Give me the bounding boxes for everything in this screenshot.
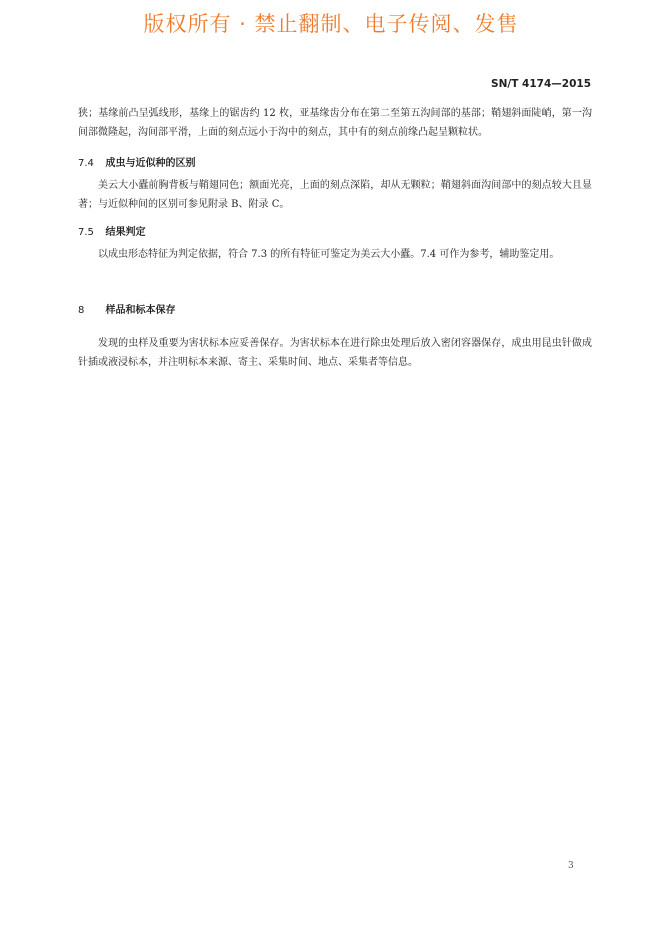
section-heading-7-5 <box>78 223 145 238</box>
copyright-banner: 版权所有 · 禁止翻制、电子传阅、发售 <box>143 12 519 36</box>
section-heading-8 <box>78 301 175 316</box>
paragraph-similar-species: 美云大小蠹前胸背板与鞘翅同色；额面光亮，上面的刻点深陷，却从无颗粒；鞘翅斜面沟间部中的刻点较大且显著；与近似种间的区别可参见附录 B、附录 C。 <box>78 180 592 210</box>
paragraph-result-judgement: 以成虫形态特征为判定依据，符合 7.3 的所有特征可鉴定为美云大小蠹。7.4 可作为参考，辅助鉴定用。 <box>98 249 560 260</box>
section-number: 7.5 <box>78 227 94 238</box>
section-heading-7-4 <box>78 154 195 169</box>
page-number: 3 <box>568 861 574 871</box>
paragraph-specimen-storage: 发现的虫样及重要为害状标本应妥善保存。为害状标本在进行除虫处理后放入密闭容器保存，成虫用昆虫针做成针插或液浸标本，并注明标本来源、寄主、采集时间、地点、采集者等信息。 <box>78 338 592 368</box>
section-title: 样品和标本保存 <box>105 305 176 316</box>
standard-code: SN/T 4174—2015 <box>491 78 591 90</box>
section-title: 结果判定 <box>105 227 146 238</box>
section-number: 8 <box>78 305 85 316</box>
paragraph-diagnosis-continued: 狭；基缘前凸呈弧线形，基缘上的锯齿约 12 枚，亚基缘齿分布在第二至第五沟间部的基部；鞘翅斜面陡峭，第一沟间部微隆起，沟间部平滑，上面的刻点远小于沟中的刻点，其中有的刻点前缘凸起呈颗粒状。 <box>78 108 592 138</box>
section-number: 7.4 <box>78 158 94 169</box>
section-title: 成虫与近似种的区别 <box>105 158 196 169</box>
